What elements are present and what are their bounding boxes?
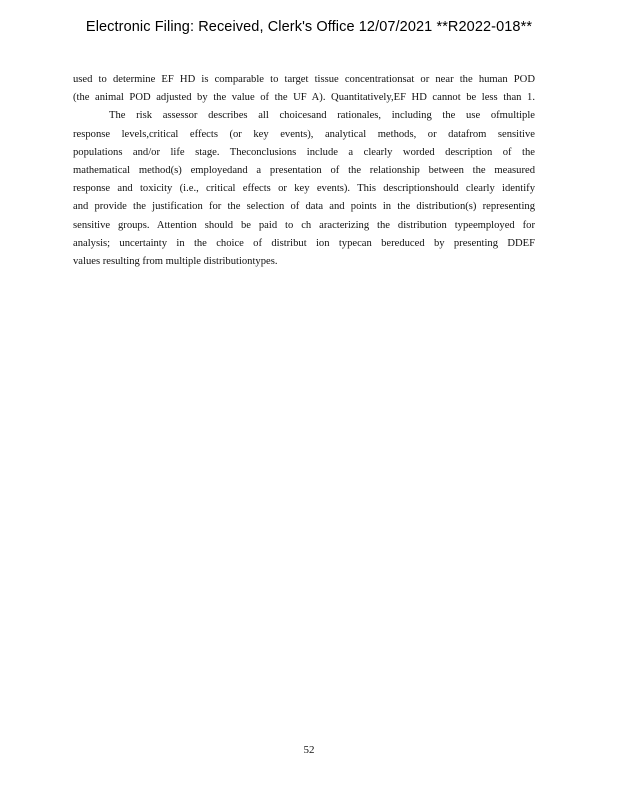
page-number: 52 bbox=[303, 744, 315, 756]
body-line: sensitive groups. Attention should be paid to ch aracterizing the distribution typeemployed for bbox=[73, 219, 535, 231]
body-line: values resulting from multiple distributiontypes. bbox=[73, 255, 278, 267]
body-line: analysis; uncertainty in the choice of distribut ion typecan bereduced by presenting DDEF bbox=[73, 237, 535, 249]
body-line: response and toxicity (i.e., critical effects or key events). This descriptionshould clearly identify bbox=[73, 183, 535, 195]
body-line: mathematical method(s) employedand a presentation of the relationship between the measured bbox=[73, 164, 535, 176]
filing-stamp-header: Electronic Filing: Received, Clerk's Office 12/07/2021 **R2022-018** bbox=[85, 19, 533, 35]
paragraph-start-line: The risk assessor describes all choicesand rationales, including the use ofmultiple bbox=[109, 110, 535, 122]
body-line: used to determine EF HD is comparable to target tissue concentrationsat or near the human POD bbox=[73, 74, 535, 85]
document-body bbox=[73, 71, 535, 271]
body-line: (the animal POD adjusted by the value of the UF A). Quantitatively,EF HD cannot be less than 1. bbox=[73, 92, 535, 104]
body-line: and provide the justification for the selection of data and points in the distribution(s) representing bbox=[73, 201, 535, 213]
body-line: populations and/or life stage. Theconclusions include a clearly worded description of the bbox=[73, 146, 535, 158]
body-line: response levels,critical effects (or key events), analytical methods, or datafrom sensitive bbox=[73, 128, 535, 140]
